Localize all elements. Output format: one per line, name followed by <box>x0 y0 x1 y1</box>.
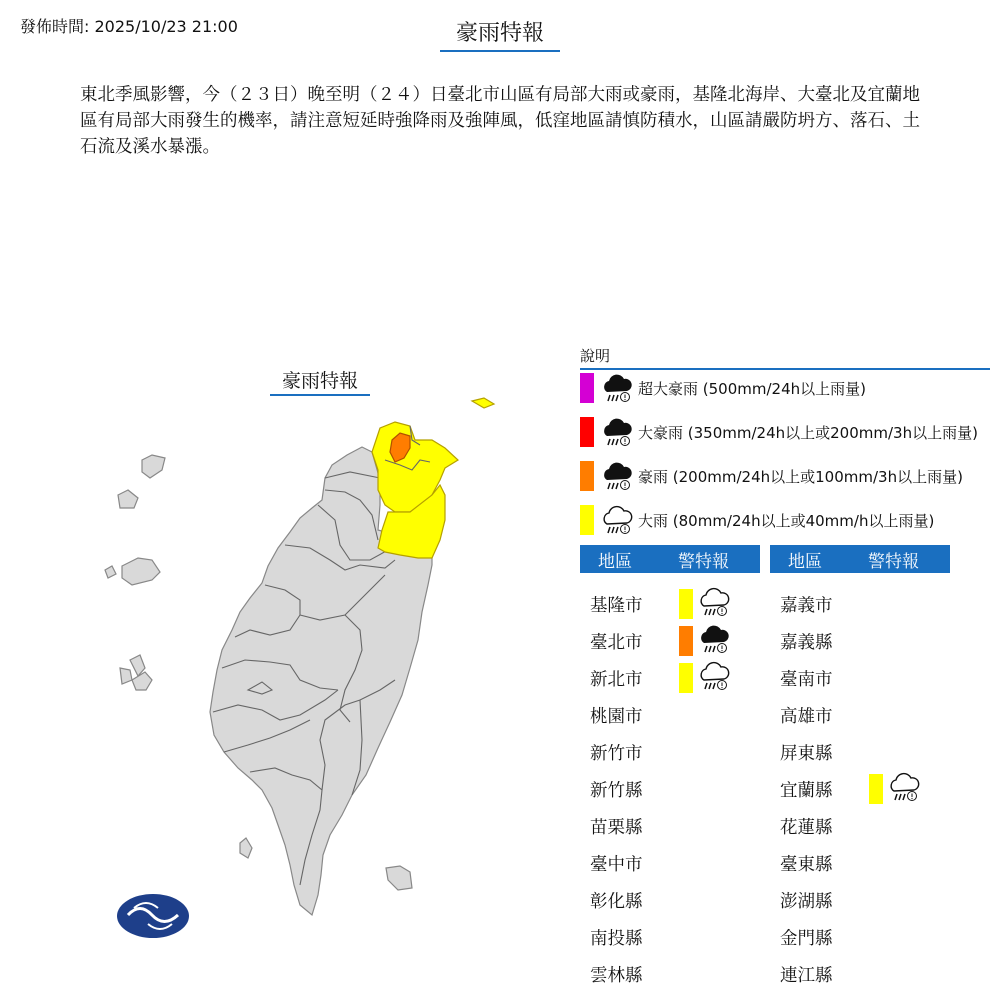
region-name: 新竹市 <box>590 744 643 764</box>
legend-swatch-magenta <box>580 373 594 403</box>
region-name: 雲林縣 <box>590 966 643 986</box>
region-name: 臺北市 <box>590 633 643 653</box>
legend-item-extreme <box>580 372 1000 404</box>
legend-item-torrential-heavy <box>580 416 1000 448</box>
region-name: 高雄市 <box>780 707 833 727</box>
green-island <box>240 838 252 858</box>
warning-level-swatch <box>679 663 693 693</box>
penghu-island-3 <box>132 672 152 690</box>
region-name: 桃園市 <box>590 707 643 727</box>
region-name: 連江縣 <box>780 966 833 986</box>
region-name: 澎湖縣 <box>780 892 833 912</box>
dark-rain-cloud-icon <box>600 372 634 404</box>
region-name: 彰化縣 <box>590 892 643 912</box>
region-name: 屏東縣 <box>780 744 833 764</box>
region-name: 南投縣 <box>590 929 643 949</box>
warning-description: 東北季風影響，今（２３日）晚至明（２４）日臺北市山區有局部大雨或豪雨，基隆北海岸、大臺北及宜蘭地區有局部大雨發生的機率，請注意短延時強降雨及強陣風，低窪地區請慎防積水，山區請嚴防坍方、落石、土石流及溪水暴漲。 <box>80 85 920 157</box>
dark-rain-cloud-icon <box>600 460 634 492</box>
region-name: 嘉義縣 <box>780 633 833 653</box>
kinmen-island-1 <box>122 558 160 585</box>
light-rain-cloud-icon <box>697 586 731 618</box>
region-name: 新竹縣 <box>590 781 643 801</box>
col-warning-header: 警特報 <box>868 551 919 572</box>
table-header-left <box>580 545 760 573</box>
page-title: 豪雨特報 <box>440 16 560 52</box>
legend-heading: 說明 <box>580 345 990 370</box>
matsu-island-1 <box>142 455 165 478</box>
region-name: 臺中市 <box>590 855 643 875</box>
region-name: 宜蘭縣 <box>780 781 833 801</box>
region-name: 新北市 <box>590 670 643 690</box>
penghu-island-2 <box>120 668 132 684</box>
region-name: 花蓮縣 <box>780 818 833 838</box>
region-name: 金門縣 <box>780 929 833 949</box>
matsu-island-2 <box>118 490 138 508</box>
cwa-logo <box>117 894 189 938</box>
light-rain-cloud-icon <box>887 771 921 803</box>
table-header-right <box>770 545 950 573</box>
region-name: 苗栗縣 <box>590 818 643 838</box>
region-name: 臺東縣 <box>780 855 833 875</box>
kinmen-island-2 <box>105 566 116 578</box>
warning-level-swatch <box>679 626 693 656</box>
light-rain-cloud-icon <box>697 660 731 692</box>
region-name: 臺南市 <box>780 670 833 690</box>
legend-text: 超大豪雨 (500mm/24h以上雨量) <box>638 379 866 398</box>
region-name: 嘉義市 <box>780 596 833 616</box>
orchid-island <box>386 866 412 890</box>
legend-text: 大雨 (80mm/24h以上或40mm/h以上雨量) <box>638 511 935 530</box>
legend-item-heavy <box>580 504 1000 536</box>
legend-text: 豪雨 (200mm/24h以上或100mm/3h以上雨量) <box>638 467 963 486</box>
legend-swatch-yellow <box>580 505 594 535</box>
legend-swatch-red <box>580 417 594 447</box>
keelung-islet <box>472 398 494 408</box>
dark-rain-cloud-icon <box>697 623 731 655</box>
taiwan-warning-map <box>0 380 560 1000</box>
legend-text: 大豪雨 (350mm/24h以上或200mm/3h以上雨量) <box>638 423 978 442</box>
warning-level-swatch <box>679 589 693 619</box>
legend-item-torrential <box>580 460 1000 492</box>
col-warning-header: 警特報 <box>678 551 729 572</box>
region-name: 基隆市 <box>590 596 643 616</box>
legend-swatch-orange <box>580 461 594 491</box>
col-region-header: 地區 <box>598 551 632 572</box>
map-title: 豪雨特報 <box>270 366 370 396</box>
warning-level-swatch <box>869 774 883 804</box>
publish-time: 發佈時間: 2025/10/23 21:00 <box>20 17 238 36</box>
dark-rain-cloud-icon <box>600 416 634 448</box>
light-rain-cloud-icon <box>600 504 634 536</box>
col-region-header: 地區 <box>788 551 822 572</box>
